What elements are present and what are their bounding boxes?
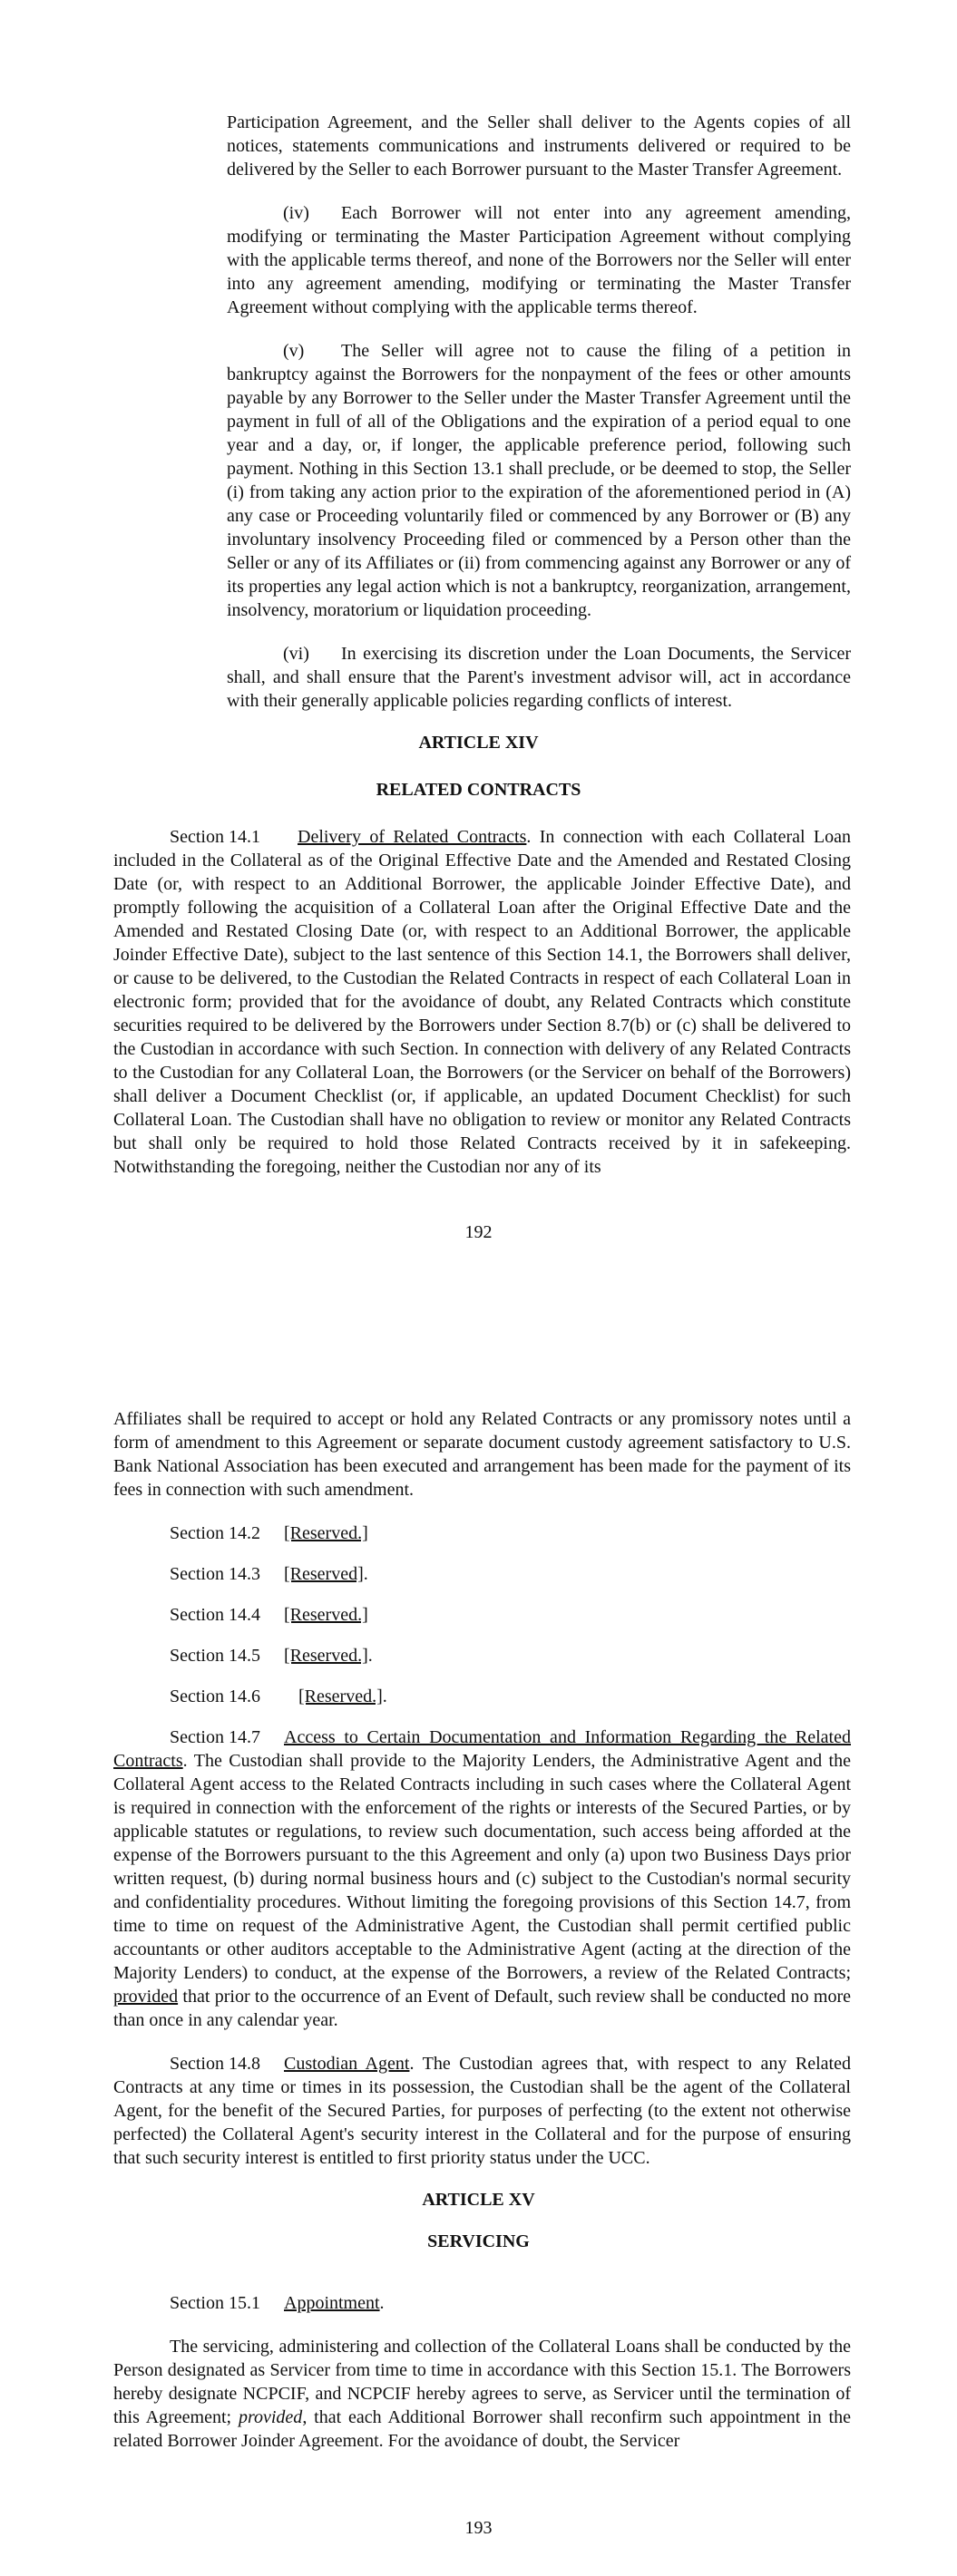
section-14-3 [170, 1562, 957, 1586]
clause-text: In exercising its discretion under the Loan Documents, the Servicer shall, and shall ensure that the Parent's investment advisor will, act in accordance with their generally applicable policies regarding conflicts of interest. [227, 644, 851, 711]
section-text: . The Custodian shall provide to the Majority Lenders, the Administrative Agent and the Collateral Agent access to the Related Contracts including in such cases where the Collateral Agent is required in connection with the enforcement of the rights or interests of the Secured Parties, or by applicable statutes or regulations, to review such documentation, such access being afforded at the expense of the Borrowers pursuant to the this Agreement and only (a) upon two Business Days prior written request, (b) during normal business hours and (c) subject to the Custodian's normal security and confidentiality procedures. Without limiting the foregoing provisions of this Section 14.7, from time to time on request of the Administrative Agent, the Custodian shall permit certified public accountants or other auditors acceptable to the Administrative Agent (acting at the direction of the Majority Lenders) to conduct, at the expense of the Borrowers, a review of the Related Contracts; [113, 1751, 851, 1983]
section-tail: . [367, 1646, 373, 1666]
section-15-1 [170, 2291, 957, 2315]
section-14-7 [113, 1725, 851, 2032]
section-label: Section 14.1 [170, 827, 260, 847]
section-title: Access to Certain Documentation and Information Regarding the Related Contracts [113, 1727, 851, 1771]
paragraph-text: The servicing, administering and collection of the Collateral Loans shall be conducted by the Person designated as Servicer from time to time in accordance with this Section 15.1. The Borrowers hereby designate NCPCIF, and NCPCIF hereby agrees to serve, as Servicer until the termination of this Agreement; [113, 2337, 851, 2427]
provided-term: provided [113, 1987, 179, 2007]
section-tail: . [363, 1564, 368, 1584]
section-title: [Reserved.] [284, 1605, 368, 1625]
section-title: Appointment [284, 2293, 380, 2313]
page-number: 192 [464, 1222, 493, 1242]
clause-label: (v) [283, 341, 305, 361]
section-14-2 [170, 1521, 957, 1545]
clause-iv [227, 201, 851, 319]
section-text: . The Custodian agrees that, with respect to any Related Contracts at any time or times in its possession, the Custodian shall be the agent of the Collateral Agent, for the benefit of the Secured Parties, for purposes of perfecting (to the extent not otherwise perfected) the Collateral Agent's security interest in the Collateral and for the purpose of ensuring that such security interest is entitled to first priority status under the UCC. [113, 2054, 851, 2168]
section-label: Section 14.4 [170, 1605, 260, 1625]
section-label: Section 14.2 [170, 1523, 260, 1543]
clause-label: (iv) [283, 203, 309, 223]
section-label: Section 14.6 [170, 1687, 260, 1706]
section-title: [Reserved.] [284, 1523, 368, 1543]
clause-label: (vi) [283, 644, 309, 664]
section-text: . In connection with each Collateral Loan included in the Collateral as of the Original Effective Date and the Amended and Restated Closing Date (or, with respect to an Additional Borrower, the applicable Joinder Effective Date), and promptly following the acquisition of a Collateral Loan after the Original Effective Date and the Amended and Restated Closing Date (or, with respect to an Additional Borrower, the applicable Joinder Effective Date), subject to the last sentence of this Section 14.1, the Borrowers shall deliver, or cause to be delivered, to the Custodian the Related Contracts in respect of each Collateral Loan in electronic form; provided that for the avoidance of doubt, any Related Contracts which constitute securities required to be delivered by the Borrowers under Section 8.7(b) or (c) shall be delivered to the Custodian in accordance with such Section. In connection with delivery of any Related Contracts to the Custodian for any Collateral Loan, the Borrowers (or the Servicer on behalf of the Borrowers) shall deliver a Document Checklist (or, if applicable, an updated Document Checklist) for such Collateral Loan. The Custodian shall have no obligation to review or monitor any Related Contracts but shall only be required to hold those Related Contracts received by it in safekeeping. Notwithstanding the foregoing, neither the Custodian nor any of its [113, 827, 852, 1177]
section-label: Section 15.1 [170, 2293, 260, 2313]
section-14-1 [113, 825, 851, 1179]
section-title: [Reserved.] [298, 1687, 383, 1706]
article-heading: ARTICLE XIV [418, 733, 539, 753]
section-title: [Reserved.] [284, 1646, 368, 1666]
section-tail: . [379, 2293, 385, 2313]
section-title: Delivery of Related Contracts [298, 827, 527, 847]
clause-text: The Seller will agree not to cause the filing of a petition in bankruptcy against the Borrowers for the nonpayment of the fees or other amounts payable by any Borrower to the Seller under the Master Transfer Agreement until the payment in full of all of the Obligations and the expiration of a period equal to one year and a day, or, if longer, the applicable preference period, following such payment. Nothing in this Section 13.1 shall preclude, or be deemed to stop, the Seller (i) from taking any action prior to the expiration of the aforementioned period in (A) any case or Proceeding voluntarily filed or commenced by any Borrower or (B) any involuntary insolvency Proceeding filed or commenced by a Person other than the Seller or any of its Affiliates or (ii) from commencing against any Borrower or any of its properties any legal action which is not a bankruptcy, reorganization, arrangement, insolvency, moratorium or liquidation proceeding. [227, 341, 851, 620]
section-label: Section 14.7 [170, 1727, 260, 1747]
section-tail: . [382, 1687, 387, 1706]
clause-v [227, 339, 851, 622]
section-14-4 [170, 1603, 957, 1627]
section-14-6 [170, 1685, 957, 1708]
section-label: Section 14.5 [170, 1646, 260, 1666]
section-14-5 [170, 1644, 957, 1667]
provided-term: provided [238, 2407, 303, 2427]
section-label: Section 14.3 [170, 1564, 260, 1584]
clause-text: Each Borrower will not enter into any agreement amending, modifying or terminating the Master Participation Agreement without complying with the applicable terms thereof, and none of the Borrowers nor the Seller will enter into any agreement amending, modifying or terminating the Master Transfer Agreement without complying with the applicable terms thereof. [227, 203, 851, 317]
paragraph-continuation: Affiliates shall be required to accept or hold any Related Contracts or any promissory notes until a form of amendment to this Agreement or separate document custody agreement satisfactory to U.S. Bank National Association has been executed and arrangement has been made for the payment of its fees in connection with such amendment. [113, 1409, 851, 1500]
section-14-8 [113, 2052, 851, 2170]
clause-vi [227, 642, 851, 713]
section-title: Custodian Agent [284, 2054, 410, 2074]
section-title: [Reserved] [284, 1564, 364, 1584]
section-text: that prior to the occurrence of an Event of Default, such review shall be conducted no more than once in any calendar year. [113, 1987, 851, 2030]
servicing-paragraph [113, 2335, 851, 2453]
paragraph-continuation: Participation Agreement, and the Seller shall deliver to the Agents copies of all notices, statements communications and instruments delivered or required to be delivered by the Seller to each Borrower pursuant to the Master Transfer Agreement. [227, 112, 851, 180]
article-title: SERVICING [427, 2231, 530, 2251]
article-heading: ARTICLE XV [422, 2190, 535, 2210]
article-title: RELATED CONTRACTS [376, 780, 581, 800]
section-label: Section 14.8 [170, 2054, 260, 2074]
paragraph-text: , that each Additional Borrower shall reconfirm such appointment in the related Borrower Joinder Agreement. For the avoidance of doubt, the Servicer [113, 2407, 851, 2451]
page-number: 193 [464, 2518, 493, 2538]
